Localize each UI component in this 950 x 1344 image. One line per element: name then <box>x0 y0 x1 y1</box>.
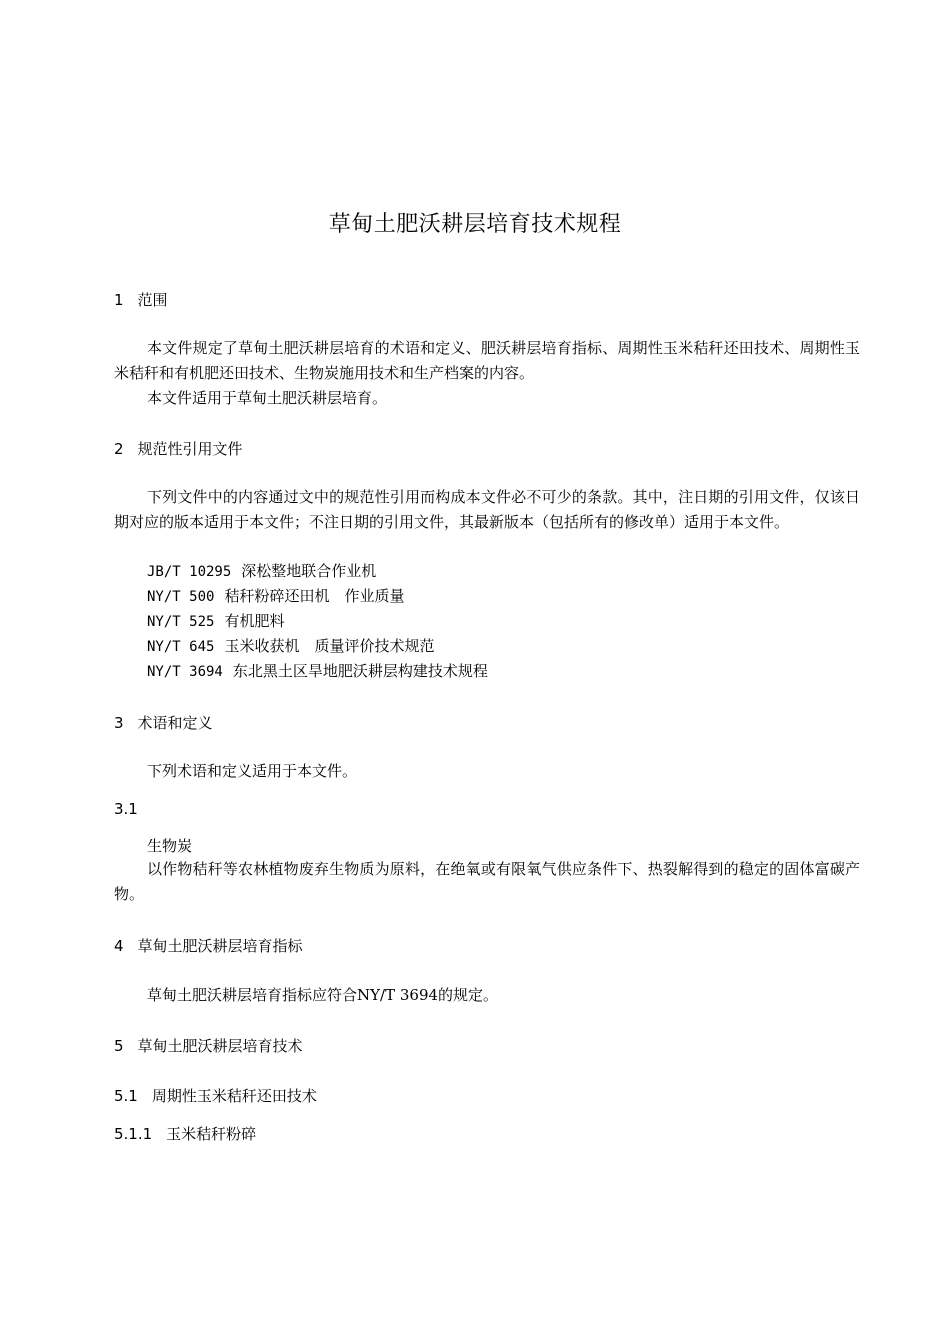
reference-code: NY/T 645 <box>147 639 215 655</box>
section-title: 草甸土肥沃耕层培育技术 <box>137 1037 303 1055</box>
section-number: 5 <box>114 1037 124 1055</box>
reference-code: NY/T 3694 <box>147 664 223 680</box>
section-number: 5.1.1 <box>114 1125 153 1143</box>
indicator-paragraph: 草甸土肥沃耕层培育指标应符合NY/T 3694的规定。 <box>147 986 499 1004</box>
section-number: 3 <box>114 714 124 732</box>
section-2-heading <box>114 438 243 459</box>
reference-name: 有机肥料 <box>224 612 285 630</box>
section-4-heading <box>114 935 303 956</box>
reference-item <box>147 585 404 606</box>
reference-name: 深松整地联合作业机 <box>241 562 377 580</box>
reference-name: 东北黑土区旱地肥沃耕层构建技术规程 <box>232 662 488 680</box>
term-name: 生物炭 <box>147 837 193 855</box>
section-5-heading <box>114 1035 303 1056</box>
section-5-1-1-heading <box>114 1123 256 1144</box>
section-number: 2 <box>114 440 124 458</box>
section-title: 玉米秸秆粉碎 <box>166 1125 257 1143</box>
reference-item <box>147 560 376 581</box>
section-1-heading <box>114 289 168 310</box>
term-number: 3.1 <box>114 800 138 818</box>
section-3-heading <box>114 712 213 733</box>
reference-item <box>147 660 488 681</box>
section-number: 1 <box>114 291 124 309</box>
section-title: 范围 <box>137 291 168 309</box>
reference-item <box>147 610 284 631</box>
section-number: 4 <box>114 937 124 955</box>
scope-paragraph-1: 本文件规定了草甸土肥沃耕层培育的术语和定义、肥沃耕层培育指标、周期性玉米秸秆还田技术、周期性玉米秸秆和有机肥还田技术、生物炭施用技术和生产档案的内容。 <box>114 339 860 382</box>
scope-paragraph-2: 本文件适用于草甸土肥沃耕层培育。 <box>147 389 388 407</box>
section-5-1-heading <box>114 1085 317 1106</box>
terms-intro-paragraph: 下列术语和定义适用于本文件。 <box>147 762 358 780</box>
reference-code: JB/T 10295 <box>147 564 232 580</box>
section-title: 周期性玉米秸秆还田技术 <box>151 1087 317 1105</box>
reference-name: 秸秆粉碎还田机 作业质量 <box>224 587 405 605</box>
reference-name: 玉米收获机 质量评价技术规范 <box>224 637 435 655</box>
section-title: 规范性引用文件 <box>137 440 243 458</box>
references-intro-paragraph: 下列文件中的内容通过文中的规范性引用而构成本文件必不可少的条款。其中，注日期的引用文件，仅该日期对应的版本适用于本文件；不注日期的引用文件，其最新版本（包括所有的修改单）适用于本文件。 <box>114 488 860 531</box>
term-definition: 以作物秸秆等农林植物废弃生物质为原料，在绝氧或有限氧气供应条件下、热裂解得到的稳定的固体富碳产物。 <box>114 860 860 903</box>
section-title: 术语和定义 <box>137 714 213 732</box>
section-title: 草甸土肥沃耕层培育指标 <box>137 937 303 955</box>
document-title: 草甸土肥沃耕层培育技术规程 <box>328 212 622 237</box>
reference-code: NY/T 525 <box>147 614 215 630</box>
reference-item <box>147 635 434 656</box>
section-number: 5.1 <box>114 1087 138 1105</box>
reference-code: NY/T 500 <box>147 589 215 605</box>
